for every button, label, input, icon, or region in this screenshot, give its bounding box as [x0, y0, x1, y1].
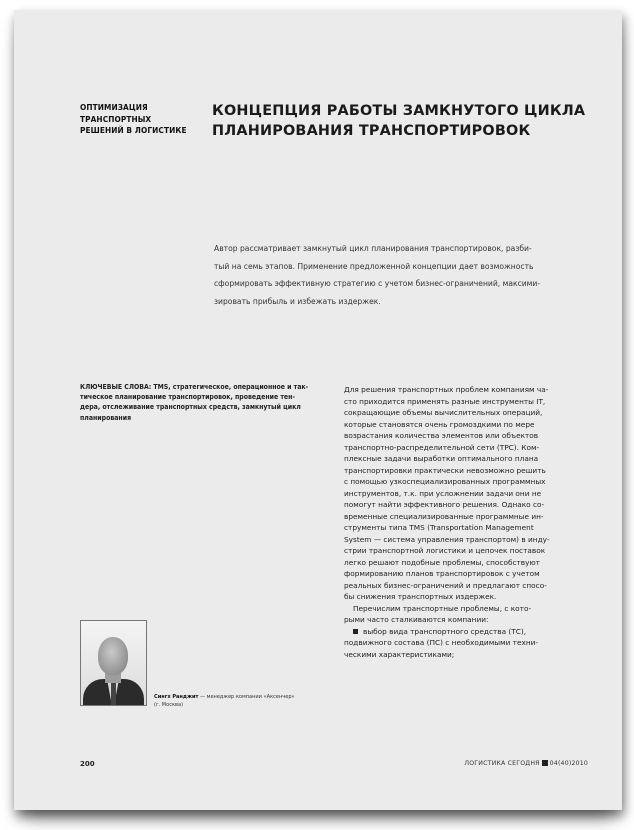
author-role: — менеджер компании «Аксенчер»	[200, 694, 295, 700]
bullet-item	[344, 626, 604, 638]
abstract-line: тый на семь этапов. Применение предложенной концепции дает возможность	[214, 261, 534, 271]
author-caption	[154, 693, 344, 709]
body-line: Перечислим транспортные проблемы, с кото-	[353, 603, 532, 613]
body-line: ческими характеристиками;	[344, 649, 455, 659]
rubric-line: ОПТИМИЗАЦИЯ	[80, 102, 148, 112]
body-line: плексные задачи выработки оптимального плана	[344, 454, 539, 463]
body-line: сто приходится применять разные инструменты IT,	[344, 396, 546, 406]
author-photo	[80, 620, 147, 706]
body-line: с помощью узкоспециализированных программных	[344, 477, 546, 486]
body-line: Для решения транспортных проблем компаниям ча-	[344, 385, 549, 394]
body-line: временные специализированные программные ин-	[344, 511, 544, 521]
body-line: которые становятся очень громоздкими по мере	[344, 419, 535, 429]
body-line: подвижного состава (ПС) с необходимыми техни-	[344, 638, 539, 647]
title-line: ПЛАНИРОВАНИЯ ТРАНСПОРТИРОВОК	[212, 123, 531, 139]
keywords-block	[80, 382, 330, 423]
article-body	[344, 384, 604, 660]
section-rubric	[80, 102, 200, 137]
body-line: легко решают подобные проблемы, способствуют	[344, 557, 540, 567]
title-line: КОНЦЕПЦИЯ РАБОТЫ ЗАМКНУТОГО ЦИКЛА	[212, 103, 586, 119]
abstract-line: сформировать эффективную стратегию с учетом бизнес-ограничений, максими-	[214, 279, 541, 288]
issue-number: 04(40)2010	[549, 760, 588, 767]
body-line: струменты типа TMS (Transportation Management	[344, 523, 534, 532]
bullet-text: выбор вида транспортного средства (ТС),	[363, 626, 527, 636]
body-line: сокращающие объемы вычислительных операций,	[344, 408, 543, 417]
square-separator-icon	[542, 760, 548, 766]
abstract-line: зировать прибыль и избежать издержек.	[214, 296, 381, 306]
body-line: помогут найти эффективного решения. Однако со-	[344, 500, 545, 509]
body-line: транспортировки практически невозможно решить	[344, 465, 546, 475]
body-line: System — система управления транспортом) в инду-	[344, 534, 550, 544]
abstract-line: Автор рассматривает замкнутый цикл планирования транспортировок, разби-	[214, 244, 532, 253]
body-line: возрастания количества элементов или объектов	[344, 431, 539, 440]
rubric-line: ТРАНСПОРТНЫХ	[80, 113, 152, 124]
keywords-line: тическое планирование транспортировок, проведение тен-	[80, 393, 295, 402]
body-line: транспортно-распределительной сети (ТРС). Ком-	[344, 442, 540, 452]
article-title	[212, 101, 602, 141]
keywords-line: дера, отслеживание транспортных средств, замкнутый цикл	[80, 403, 301, 412]
rubric-line: РЕШЕНИЙ В ЛОГИСТИКЕ	[80, 125, 187, 135]
body-line: реальных бизнес-ограничений и предлагают спосо-	[344, 580, 547, 590]
keywords-line: планирования	[80, 413, 132, 422]
body-line: формированию планов транспортировок с учетом	[344, 569, 540, 578]
journal-name: ЛОГИСТИКА СЕГОДНЯ	[464, 760, 540, 767]
page-number: 200	[80, 760, 95, 768]
body-line: стрии транспортной логистики и цепочек поставок	[344, 546, 546, 555]
bullet-square-icon	[353, 629, 358, 634]
body-line: бы снижения транспортных издержек.	[344, 592, 497, 601]
keywords-line: КЛЮЧЕВЫЕ СЛОВА: TMS, стратегическое, операционное и так-	[80, 383, 309, 391]
body-line: рыми часто сталкиваются компании:	[344, 615, 489, 624]
body-line: инструментов, т.к. при усложнении задачи они не	[344, 488, 542, 498]
running-footer	[464, 760, 588, 767]
author-name: Сингх Ранджит	[154, 694, 199, 700]
article-abstract	[214, 240, 594, 310]
journal-page	[14, 10, 622, 810]
author-city: (г. Москва)	[154, 702, 184, 708]
